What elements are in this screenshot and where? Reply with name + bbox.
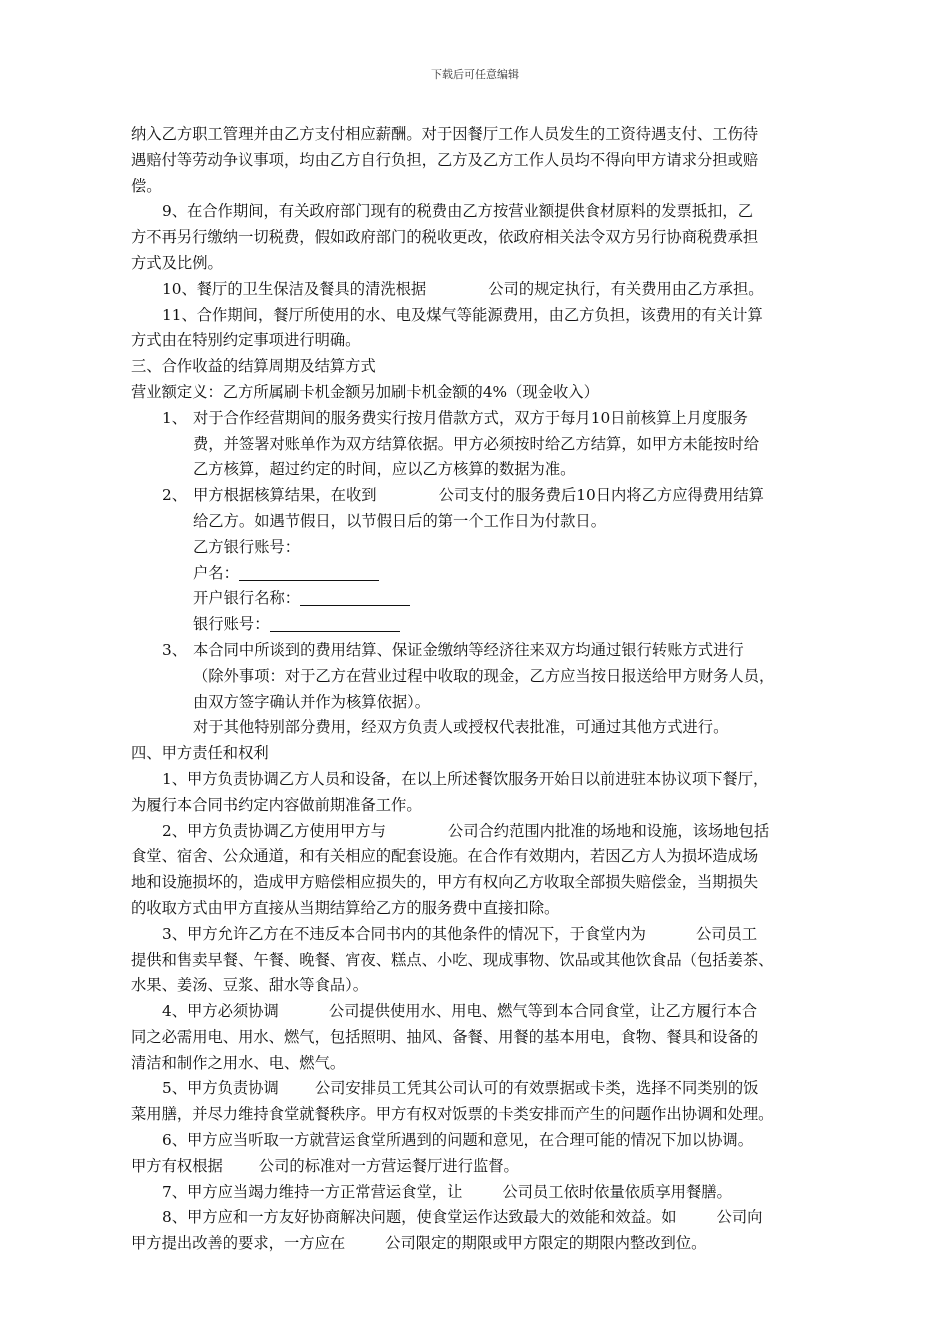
clause-4-4 [131,999,823,1025]
text-segment: 公司员工依时依量依质享用餐膳。 [502,1182,732,1201]
clause-4-1: 1、甲方负责协调乙方人员和设备，在以上所述餐饮服务开始日以前进驻本协议项下餐厅， [162,769,769,788]
bank-name-field [131,586,823,612]
text-line: 费，并签署对账单作为双方结算依据。甲方必须按时给乙方结算，如甲方未能按时给 [193,434,759,453]
blank-line [270,615,400,632]
text-line: 方不再另行缴纳一切税费，假如政府部门的税收更改，依政府相关法令双方另行协商税费承担 [131,228,759,247]
text-segment: 公司的标准对一方营运餐厅进行监督。 [258,1156,519,1175]
text-segment: 甲方根据核算结果，在收到 [193,486,377,505]
text-segment: 公司合约范围内批准的场地和设施，该场地包括 [447,821,770,840]
bank-account-label: 乙方银行账号： [193,537,301,556]
clause-10 [131,277,823,303]
text-line [131,1154,823,1180]
text-segment: 甲方有权根据 [131,1156,223,1175]
page-header: 下载后可任意编辑 [431,68,519,81]
text-segment: 公司支付的服务费后10日内将乙方应得费用结算 [438,486,764,505]
clause-4-7 [131,1180,823,1206]
section-heading-3: 三、合作收益的结算周期及结算方式 [131,357,376,376]
list-number: 1、 [162,408,188,427]
list-item-3 [131,638,823,664]
text-line: 清洁和制作之用水、电、燃气。 [131,1053,346,1072]
clause-11: 11、合作期间，餐厅所使用的水、电及煤气等能源费用，由乙方负担，该费用的有关计算 [162,305,763,324]
text-line: 纳入乙方职工管理并由乙方支付相应薪酬。对于因餐厅工作人员发生的工资待遇支付、工伤待 [131,125,759,143]
text-segment: 8、甲方应和一方友好协商解决问题，使食堂运作达致最大的效能和效益。如 [162,1208,677,1227]
text-segment: 4、甲方必须协调 [162,1002,279,1021]
definition-line: 营业额定义：乙方所属刷卡机金额另加刷卡机金额的4%（现金收入） [131,382,599,401]
clause-9: 9、在合作期间，有关政府部门现有的税费由乙方按营业额提供食材原料的发票抵扣，乙 [162,202,754,221]
clause-4-8 [131,1205,823,1231]
text-line: 给乙方。如遇节假日，以节假日后的第一个工作日为付款日。 [193,511,607,530]
text-line: 菜用膳，并尽力维持食堂就餐秩序。甲方有权对饭票的卡类安排而产生的问题作出协调和处理。 [131,1105,774,1124]
text-segment: 2、甲方负责协调乙方使用甲方与 [162,821,386,840]
list-number: 2、 [162,486,188,505]
clause-4-3 [131,922,823,948]
text-segment: 对于合作经营期间的服务费实行按月借款方式，双方于每月10日前核算上月度服务 [193,408,748,427]
text-segment: 10、餐厅的卫生保洁及餐具的清洗根据 [162,279,427,298]
text-line: 方式及比例。 [131,253,223,272]
text-line: 为履行本合同书约定内容做前期准备工作。 [131,795,422,814]
text-line [131,1231,823,1257]
text-segment: 7、甲方应当竭力维持一方正常营运食堂，让 [162,1182,463,1201]
list-item-2 [131,483,823,509]
account-name-field [131,561,823,587]
text-line: 方式由在特别约定事项进行明确。 [131,331,361,350]
text-line: 提供和售卖早餐、午餐、晚餐、宵夜、糕点、小吃、现成事物、饮品或其他饮食品（包括姜茶、 [131,950,774,969]
clause-4-5 [131,1076,823,1102]
text-line: 的收取方式由甲方直接从当期结算给乙方的服务费中直接扣除。 [131,898,560,917]
text-line: （除外事项：对于乙方在营业过程中收取的现金，乙方应当按日报送给甲方财务人员， [193,666,775,685]
text-segment: 公司向 [716,1208,763,1227]
text-segment: 5、甲方负责协调 [162,1079,279,1098]
list-item-1 [131,406,823,432]
section-heading-4: 四、甲方责任和权利 [131,744,269,763]
blank-line [300,589,410,606]
text-segment: 公司员工 [695,924,758,943]
text-segment: 公司提供使用水、用电、燃气等到本合同食堂，让乙方履行本合 [328,1002,758,1021]
text-line: 同之必需用电、用水、燃气，包括照明、抽风、备餐、用餐的基本用电，食物、餐具和设备的 [131,1027,759,1046]
text-line: 由双方签字确认并作为核算依据）。 [193,692,431,711]
field-label: 户名： [193,563,239,582]
text-line: 遇赔付等劳动争议事项，均由乙方自行负担，乙方及乙方工作人员均不得向甲方请求分担或赔 [131,150,759,169]
list-number: 3、 [162,640,188,659]
text-line: 食堂、宿舍、公众通道，和有关相应的配套设施。在合作有效期内，若因乙方人为损坏造成场 [131,847,759,866]
field-label: 开户银行名称： [193,589,301,608]
field-label: 银行账号： [193,615,270,634]
blank-line [239,564,379,581]
text-line: 水果、姜汤、豆浆、甜水等食品）。 [131,976,369,995]
clause-4-6: 6、甲方应当听取一方就营运食堂所遇到的问题和意见，在合理可能的情况下加以协调。 [162,1131,754,1150]
text-line: 乙方核算，超过约定的时间，应以乙方核算的数据为准。 [193,460,576,479]
text-segment: 公司的规定执行，有关费用由乙方承担。 [488,279,764,298]
text-line: 地和设施损坏的，造成甲方赔偿相应损失的，甲方有权向乙方收取全部损失赔偿金，当期损失 [131,873,759,892]
clause-4-2 [131,819,823,845]
text-segment: 本合同中所谈到的费用结算、保证金缴纳等经济往来双方均通过银行转账方式进行 [193,640,744,659]
text-segment: 公司限定的期限或甲方限定的期限内整改到位。 [385,1234,707,1253]
text-segment: 甲方提出改善的要求，一方应在 [131,1234,346,1253]
text-line: 对于其他特别部分费用，经双方负责人或授权代表批准，可通过其他方式进行。 [193,718,729,737]
document-body [131,122,823,1257]
account-number-field [131,612,823,638]
text-segment: 公司安排员工凭其公司认可的有效票据或卡类，选择不同类别的饭 [314,1079,759,1098]
text-segment: 3、甲方允许乙方在不违反本合同书内的其他条件的情况下，于食堂内为 [162,924,646,943]
text-line: 偿。 [131,176,162,195]
